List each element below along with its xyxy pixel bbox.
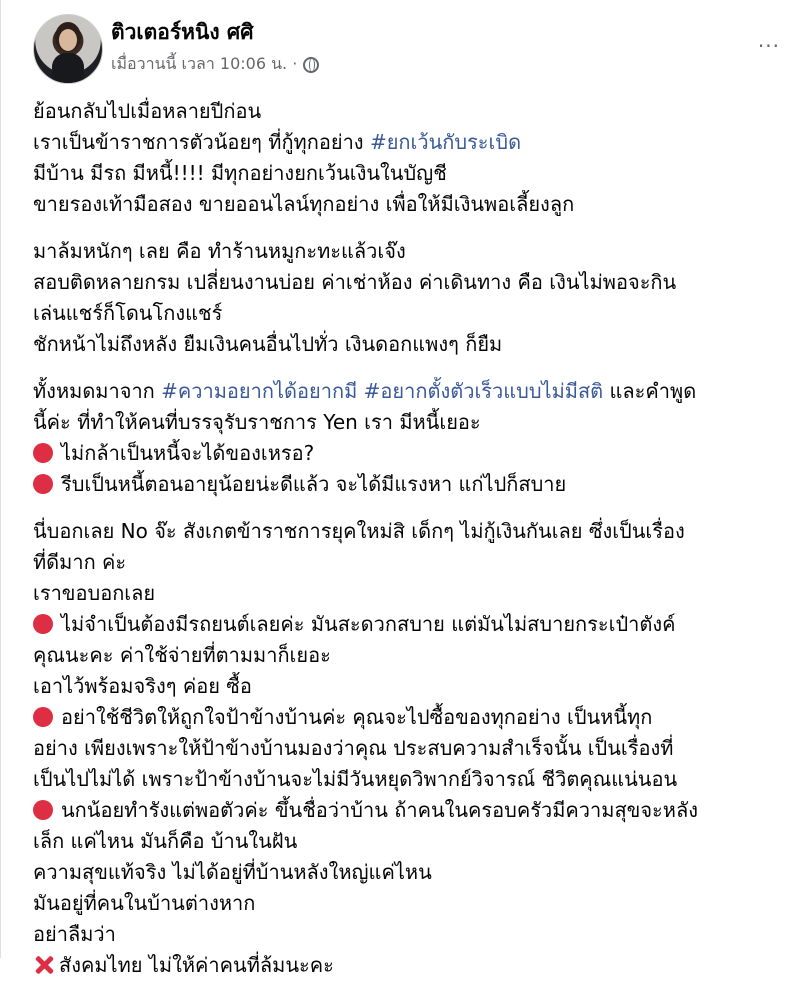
- text-line: ชักหน้าไม่ถึงหลัง ยืมเงินคนอื่นไปทั่ว เงินดอกแพงๆ ก็ยืม: [33, 332, 503, 356]
- text-line: [33, 127, 793, 158]
- post-header: [33, 14, 780, 86]
- bullet-text: สังคมไทย ไม่ให้ค่าคนที่ล้มนะคะ: [59, 953, 334, 977]
- post-timestamp[interactable]: เมื่อวานนี้ เวลา 10:06 น. ·: [111, 54, 298, 73]
- post-body: [33, 96, 793, 981]
- bullet-text: รีบเป็นหนี้ตอนอายุน้อยน่ะดีแล้ว จะได้มีแรงหา แก่ไปก็สบาย: [61, 472, 567, 496]
- hashtag-link[interactable]: #อยากตั้งตัวเร็วแบบไม่มีสติ: [363, 379, 604, 403]
- text-line: สอบติดหลายกรม เปลี่ยนงานบ่อย ค่าเช่าห้อง ค่าเดินทาง คือ เงินไม่พอจะกิน: [33, 270, 677, 294]
- hashtag-link[interactable]: #ความอยากได้อยากมี: [161, 379, 358, 403]
- bullet-text: ไม่จำเป็นต้องมีรถยนต์เลยค่ะ มันสะดวกสบาย แต่มันไม่สบายกระเป๋าตังค์: [61, 612, 676, 636]
- text-line: มันอยู่ที่คนในบ้านต่างหาก: [33, 891, 256, 915]
- text-line: อย่าลืมว่า: [33, 922, 116, 946]
- red-circle-icon: [33, 474, 53, 494]
- text-line: ขายรองเท้ามือสอง ขายออนไลน์ทุกอย่าง เพื่อให้มีเงินพอเลี้ยงลูก: [33, 192, 575, 216]
- text-line: นี้ค่ะ ที่ทำให้คนที่บรรจุรับราชการ Yen เรา มีหนี้เยอะ: [33, 410, 481, 434]
- red-circle-icon: [33, 614, 53, 634]
- avatar-head: [59, 29, 77, 51]
- avatar-body: [52, 53, 84, 84]
- red-circle-icon: [33, 800, 53, 820]
- text-line: ย้อนกลับไปเมื่อหลายปีก่อน: [33, 99, 262, 123]
- post-meta: [111, 52, 319, 77]
- bullet-text: อย่าใช้ชีวิตให้ถูกใจป้าข้างบ้านค่ะ คุณจะไปซื้อของทุกอย่าง เป็นหนี้ทุก: [61, 705, 653, 729]
- cross-mark-icon: [33, 954, 55, 976]
- red-circle-icon: [33, 707, 53, 727]
- text-line: คุณนะคะ ค่าใช้จ่ายที่ตามมาก็เยอะ: [33, 643, 331, 667]
- text-span: และคำพูด: [603, 379, 697, 403]
- bullet-line: [33, 950, 793, 981]
- red-circle-icon: [33, 443, 53, 463]
- text-line: นี่บอกเลย No จ๊ะ สังเกตข้าราชการยุคใหม่สิ เด็กๆ ไม่กู้เงินกันเลย ซึ่งเป็นเรื่อง: [33, 519, 685, 543]
- globe-icon: [303, 57, 319, 73]
- text-line: เล่นแชร์ก็โดนโกงแชร์: [33, 301, 223, 325]
- text-line: เป็นไปไม่ได้ เพราะป้าข้างบ้านจะไม่มีวันหยุดวิพากย์วิจารณ์ ชีวิตคุณแน่นอน: [33, 767, 678, 791]
- text-line: เราขอบอกเลย: [33, 581, 156, 605]
- bullet-line: [33, 795, 793, 826]
- bullet-text: นกน้อยทำรังแต่พอตัวค่ะ ขึ้นชื่อว่าบ้าน ถ้าคนในครอบครัวมีความสุขจะหลัง: [61, 798, 698, 822]
- text-line: เอาไว้พร้อมจริงๆ ค่อย ซื้อ: [33, 674, 252, 698]
- bullet-line: [33, 702, 793, 733]
- author-name[interactable]: ติวเตอร์หนิง ศศิ: [111, 20, 254, 44]
- bullet-line: [33, 609, 793, 640]
- text-line: เล็ก แค่ไหน มันก็คือ บ้านในฝัน: [33, 829, 298, 853]
- text-span: เราเป็นข้าราชการตัวน้อยๆ ที่กู้ทุกอย่าง: [33, 130, 370, 154]
- text-line: [33, 376, 793, 407]
- text-span: ทั้งหมดมาจาก: [33, 379, 162, 403]
- author-avatar[interactable]: [33, 14, 103, 84]
- bullet-line: [33, 438, 793, 469]
- text-line: ที่ดีมาก ค่ะ: [33, 550, 127, 574]
- text-line: อย่าง เพียงเพราะให้ป้าข้างบ้านมองว่าคุณ ประสบความสำเร็จนั้น เป็นเรื่องที่: [33, 736, 674, 760]
- hashtag-link[interactable]: #ยกเว้นกับระเบิด: [369, 130, 522, 154]
- text-line: ความสุขแท้จริง ไม่ได้อยู่ที่บ้านหลังใหญ่แค่ไหน: [33, 860, 432, 884]
- text-line: มาล้มหนักๆ เลย คือ ทำร้านหมูกะทะแล้วเจ๊ง: [33, 239, 406, 263]
- bullet-text: ไม่กล้าเป็นหนี้จะได้ของเหรอ?: [61, 441, 315, 465]
- bullet-line: [33, 469, 793, 500]
- more-options-button[interactable]: ···: [757, 34, 780, 58]
- text-line: มีบ้าน มีรถ มีหนี้!!!! มีทุกอย่างยกเว้นเงินในบัญชี: [33, 161, 447, 185]
